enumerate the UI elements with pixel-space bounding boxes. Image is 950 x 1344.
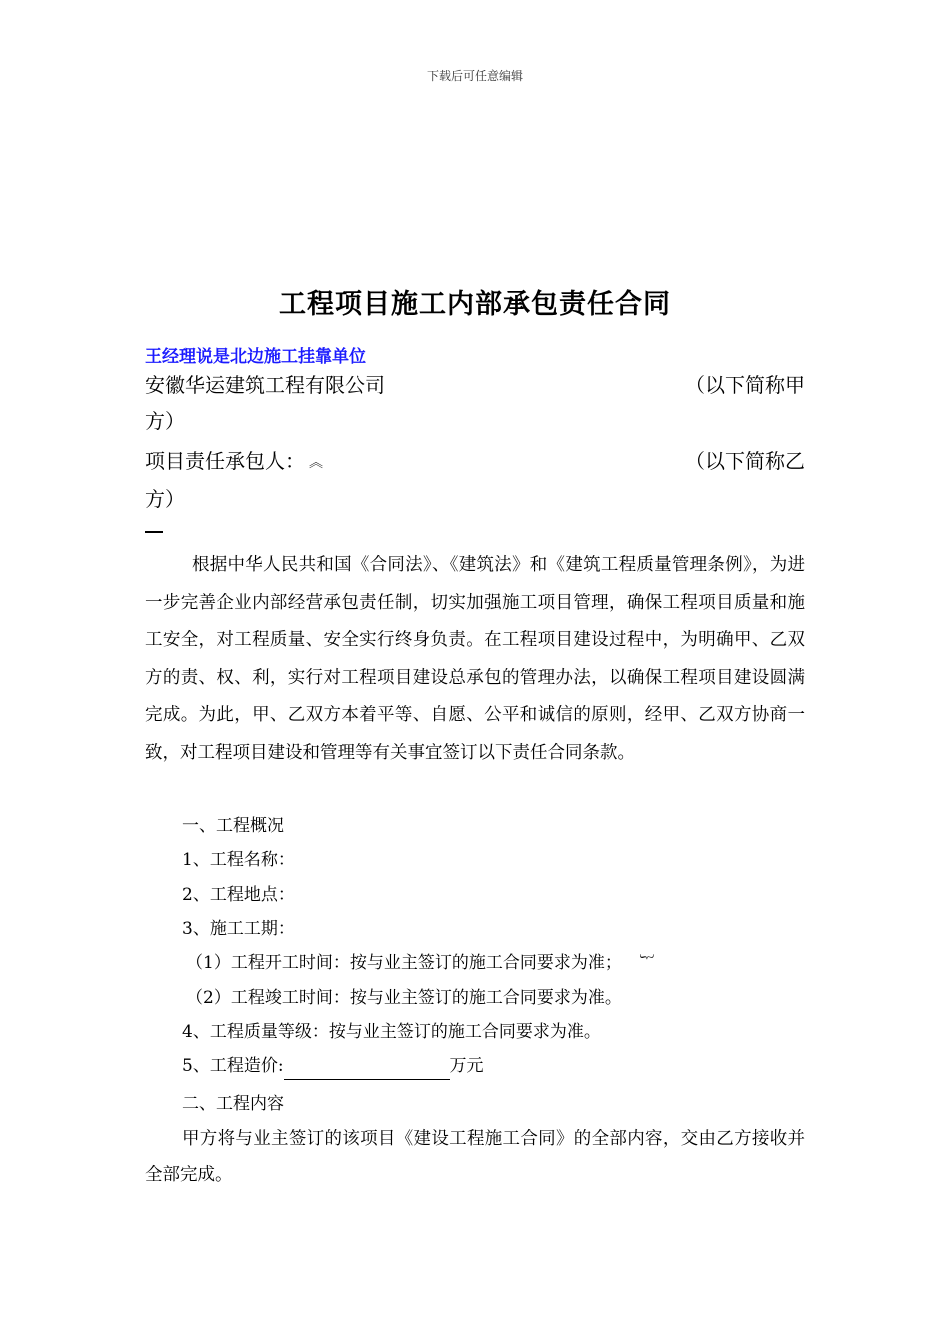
party-b-abbr: （以下简称乙 bbox=[685, 449, 805, 473]
project-location-line: 2、工程地点： bbox=[182, 885, 295, 905]
party-a bbox=[145, 367, 805, 439]
party-b-tail: 方） bbox=[145, 486, 185, 511]
caret-mark-icon: ︽ bbox=[309, 454, 323, 471]
start-time-line bbox=[186, 949, 654, 977]
section1-heading: 一、工程概况 bbox=[182, 816, 284, 836]
party-a-abbr: （以下简称甲 bbox=[685, 373, 805, 397]
document-title: 工程项目施工内部承包责任合同 bbox=[279, 289, 671, 320]
page-header: 下载后可任意编辑 bbox=[426, 69, 523, 83]
quality-grade-line: 4、工程质量等级：按与业主签订的施工合同要求为准。 bbox=[182, 1022, 601, 1042]
start-time-text: （1）工程开工时间：按与业主签订的施工合同要求为准； bbox=[186, 953, 622, 973]
party-a-name: 安徽华运建筑工程有限公司 bbox=[145, 373, 385, 397]
intro-paragraph: 根据中华人民共和国《合同法》、《建筑法》和《建筑工程质量管理条例》，为进一步完善企业内部经营承包责任制，切实加强施工项目管理，确保工程项目质量和施工安全，对工程质量、安全实行终身负责。在工程项目建设过程中，为明确甲、乙双方的责、权、利，实行对工程项目建设总承包的管理办法，以确保工程项目建设圆满完成。为此，甲、乙双方本着平等、自愿、公平和诚信的原则，经甲、乙双方协商一致，对工程项目建设和管理等有关事宜签订以下责任合同条款。 bbox=[145, 555, 805, 763]
party-b bbox=[145, 443, 805, 517]
cost-unit: 万元 bbox=[449, 1056, 484, 1076]
party-a-tail: 方） bbox=[145, 409, 185, 433]
divider-dash bbox=[145, 531, 163, 533]
finish-time-line: （2）工程竣工时间：按与业主签订的施工合同要求为准。 bbox=[186, 988, 622, 1008]
section2-heading: 二、工程内容 bbox=[182, 1094, 284, 1114]
annotation-note: 王经理说是北边施工挂靠单位 bbox=[145, 347, 366, 367]
cost-blank-field bbox=[284, 1059, 450, 1080]
construction-period-line: 3、施工工期： bbox=[182, 919, 295, 939]
cost-label: 5、工程造价: bbox=[182, 1056, 284, 1076]
bracket-mark-icon: ︸ bbox=[639, 955, 654, 971]
party-b-name: 项目责任承包人： bbox=[145, 449, 305, 473]
section2-paragraph: 甲方将与业主签订的该项目《建设工程施工合同》的全部内容，交由乙方接收并全部完成。 bbox=[145, 1129, 805, 1185]
project-cost-line bbox=[182, 1052, 484, 1080]
project-name-line: 1、工程名称： bbox=[182, 850, 295, 870]
